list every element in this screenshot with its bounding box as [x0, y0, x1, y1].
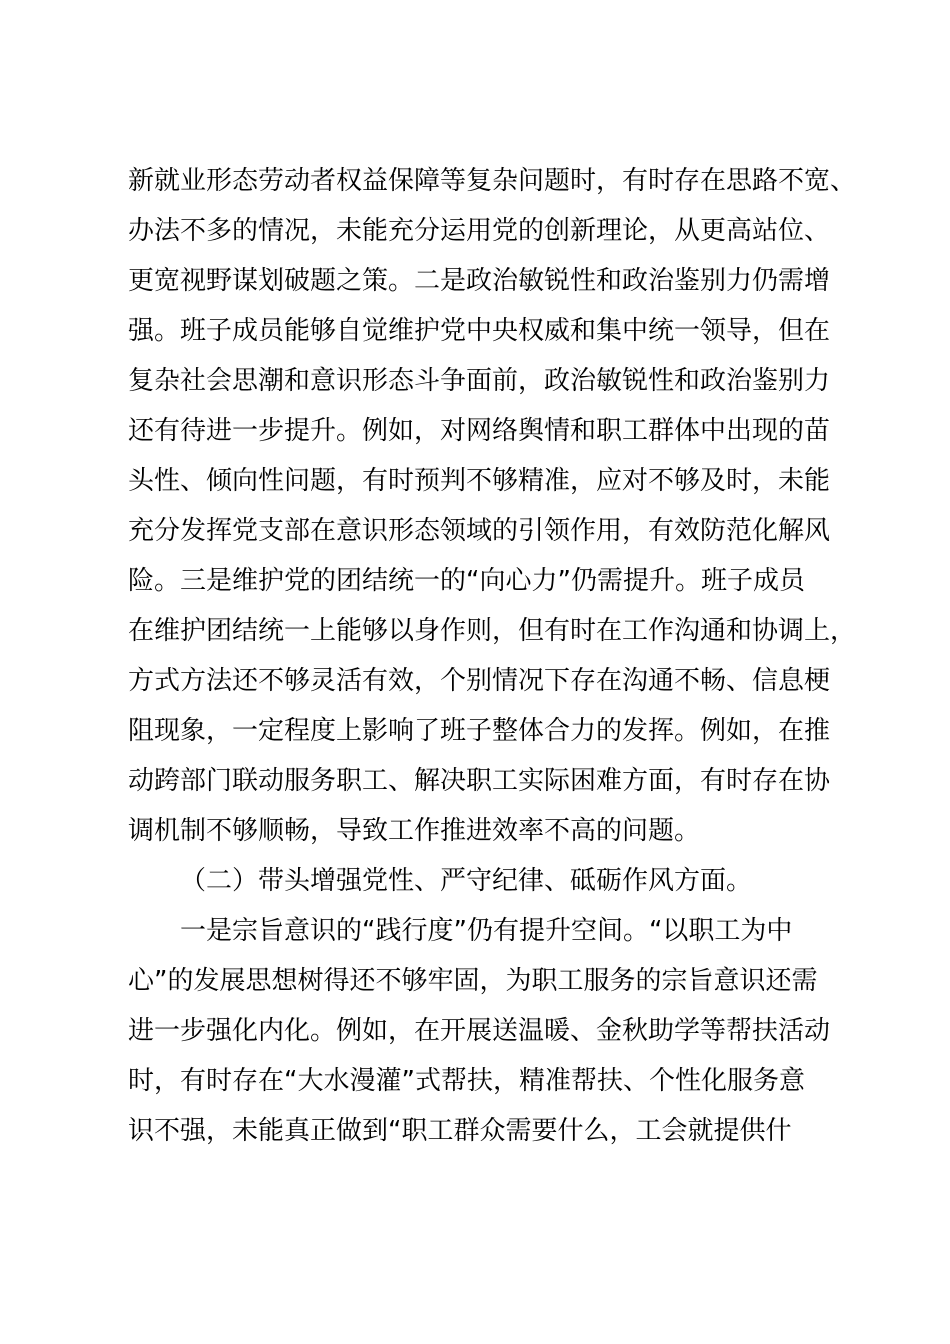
- text-line: 阻现象，一定程度上影响了班子整体合力的发挥。例如，在推: [128, 716, 831, 746]
- text-line: 调机制不够顺畅，导致工作推进效率不高的问题。: [128, 816, 701, 846]
- text-line: 办法不多的情况，未能充分运用党的创新理论，从更高站位、: [128, 216, 831, 246]
- text-line: 强。班子成员能够自觉维护党中央权威和集中统一领导，但在: [128, 316, 831, 346]
- text-line: 新就业形态劳动者权益保障等复杂问题时，有时存在思路不宽、: [128, 166, 857, 196]
- text-line: 一是宗旨意识的“践行度”仍有提升空间。“以职工为中: [180, 916, 793, 946]
- text-line: 识不强，未能真正做到“职工群众需要什么，工会就提供什: [128, 1116, 792, 1146]
- text-line: 方式方法还不够灵活有效，个别情况下存在沟通不畅、信息梗: [128, 666, 831, 696]
- text-line: 心”的发展思想树得还不够牢固，为职工服务的宗旨意识还需: [128, 966, 818, 996]
- text-line: 险。三是维护党的团结统一的“向心力”仍需提升。班子成员: [128, 566, 805, 596]
- section-heading: （二）带头增强党性、严守纪律、砥砺作风方面。: [180, 866, 753, 896]
- text-line: 更宽视野谋划破题之策。二是政治敏锐性和政治鉴别力仍需增: [128, 266, 831, 296]
- text-line: 动跨部门联动服务职工、解决职工实际困难方面，有时存在协: [128, 766, 831, 796]
- text-line: 在维护团结统一上能够以身作则，但有时在工作沟通和协调上，: [128, 616, 857, 646]
- text-line: 还有待进一步提升。例如，对网络舆情和职工群体中出现的苗: [128, 416, 831, 446]
- text-line: 复杂社会思潮和意识形态斗争面前，政治敏锐性和政治鉴别力: [128, 366, 831, 396]
- text-line: 进一步强化内化。例如，在开展送温暖、金秋助学等帮扶活动: [128, 1016, 831, 1046]
- text-line: 时，有时存在“大水漫灌”式帮扶，精准帮扶、个性化服务意: [128, 1066, 805, 1096]
- text-line: 头性、倾向性问题，有时预判不够精准，应对不够及时，未能: [128, 466, 831, 496]
- text-line: 充分发挥党支部在意识形态领域的引领作用，有效防范化解风: [128, 516, 831, 546]
